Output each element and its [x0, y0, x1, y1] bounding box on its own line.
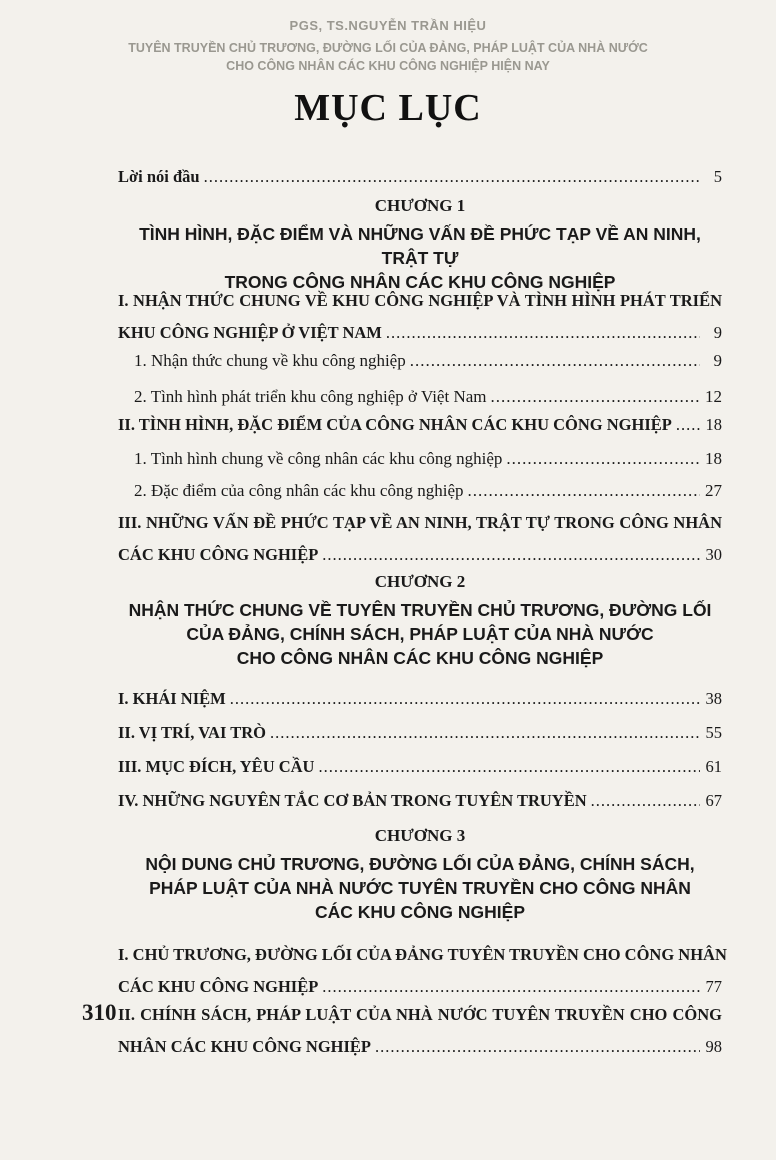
header-author: PGS, TS.NGUYỄN TRẦN HIỆU: [289, 18, 487, 33]
leader-dots: [322, 976, 700, 998]
leader-dots: [230, 688, 700, 710]
entry-label: 2. Tình hình phát triển khu công nghiệp ở Việt Nam: [134, 387, 487, 406]
toc-entry-ch1-sub1[interactable]: [118, 350, 722, 372]
leader-dots: [468, 480, 701, 502]
chapter-title-line2: TRONG CÔNG NHÂN CÁC KHU CÔNG NGHIỆP: [224, 272, 616, 292]
entry-label-line1: III. NHỮNG VẤN ĐỀ PHỨC TẠP VỀ AN NINH, TRẬT TỰ TRONG CÔNG NHÂN: [118, 513, 722, 532]
toc-entry-ch1-sec1[interactable]: [118, 290, 722, 344]
entry-label: IV. NHỮNG NGUYÊN TẮC CƠ BẢN TRONG TUYÊN TRUYỀN: [118, 791, 587, 810]
header-book-title: [0, 39, 776, 75]
entry-page: 30: [705, 545, 722, 564]
chapter-2-heading: [118, 572, 722, 670]
toc-entry-ch1-sub3[interactable]: [118, 448, 722, 470]
entry-page: 55: [705, 723, 722, 742]
entry-label: 1. Tình hình chung về công nhân các khu công nghiệp: [134, 449, 503, 468]
entry-page: 77: [705, 977, 722, 996]
running-header: [0, 18, 776, 75]
chapter-title-line2: CỦA ĐẢNG, CHÍNH SÁCH, PHÁP LUẬT CỦA NHÀ NƯỚC: [186, 624, 654, 644]
entry-page: 98: [705, 1037, 722, 1056]
entry-page: 9: [713, 323, 722, 342]
entry-page: 9: [713, 351, 722, 370]
entry-label-line2: KHU CÔNG NGHIỆP Ở VIỆT NAM: [118, 323, 382, 342]
chapter-title: [118, 598, 722, 670]
entry-label-line2: NHÂN CÁC KHU CÔNG NGHIỆP: [118, 1037, 372, 1056]
leader-dots: [375, 1036, 700, 1058]
toc-entry-intro[interactable]: [118, 166, 722, 188]
chapter-number: CHƯƠNG 3: [374, 826, 466, 845]
entry-page: 27: [705, 481, 722, 500]
chapter-title-line3: CHO CÔNG NHÂN CÁC KHU CÔNG NGHIỆP: [236, 648, 604, 668]
entry-page: 61: [705, 757, 722, 776]
chapter-1-heading: [118, 196, 722, 294]
leader-dots: [676, 414, 700, 436]
leader-dots: [270, 722, 700, 744]
entry-label-line1: II. CHÍNH SÁCH, PHÁP LUẬT CỦA NHÀ NƯỚC TUYÊN TRUYỀN CHO CÔNG: [118, 1005, 722, 1024]
chapter-title-line2: PHÁP LUẬT CỦA NHÀ NƯỚC TUYÊN TRUYỀN CHO CÔNG NHÂN: [149, 878, 691, 898]
leader-dots: [322, 544, 700, 566]
entry-label-line2: CÁC KHU CÔNG NGHIỆP: [118, 545, 319, 564]
entry-label-line2: CÁC KHU CÔNG NGHIỆP: [118, 977, 319, 996]
chapter-number: CHƯƠNG 2: [374, 572, 466, 591]
chapter-title-line1: TÌNH HÌNH, ĐẶC ĐIỂM VÀ NHỮNG VẤN ĐỀ PHỨC TẠP VỀ AN NINH, TRẬT TỰ: [139, 224, 701, 268]
entry-label: 2. Đặc điểm của công nhân các khu công nghiệp: [134, 481, 464, 500]
entry-label: III. MỤC ĐÍCH, YÊU CẦU: [118, 757, 315, 776]
chapter-title-line1: NHẬN THỨC CHUNG VỀ TUYÊN TRUYỀN CHỦ TRƯƠNG, ĐƯỜNG LỐI: [128, 600, 712, 620]
entry-page: 18: [705, 415, 722, 434]
toc-entry-ch1-sec3[interactable]: [118, 512, 722, 566]
entry-label: II. VỊ TRÍ, VAI TRÒ: [118, 723, 266, 742]
entry-page: 12: [705, 387, 722, 406]
toc-entry-ch1-sub4[interactable]: [118, 480, 722, 502]
entry-page: 67: [705, 791, 722, 810]
page-number: 310: [82, 1000, 117, 1025]
entry-label-line1: I. NHẬN THỨC CHUNG VỀ KHU CÔNG NGHIỆP VÀ TÌNH HÌNH PHÁT TRIỂN: [118, 291, 722, 310]
chapter-3-heading: [118, 826, 722, 924]
toc-entry-ch3-sec1[interactable]: [118, 944, 727, 998]
entry-label: 1. Nhận thức chung về khu công nghiệp: [134, 351, 406, 370]
chapter-title-line3: CÁC KHU CÔNG NGHIỆP: [314, 902, 525, 922]
toc-entry-ch1-sec2[interactable]: [118, 414, 722, 436]
toc-entry-ch2-sec4[interactable]: [118, 790, 722, 812]
chapter-title: [118, 852, 722, 924]
leader-dots: [591, 790, 700, 812]
toc-entry-ch3-sec2[interactable]: [118, 1004, 722, 1058]
toc-entry-ch2-sec1[interactable]: [118, 688, 722, 710]
entry-page: 38: [705, 689, 722, 708]
chapter-number: CHƯƠNG 1: [374, 196, 466, 215]
toc-entry-ch2-sec3[interactable]: [118, 756, 722, 778]
entry-label: I. KHÁI NIỆM: [118, 689, 226, 708]
leader-dots: [506, 448, 700, 470]
header-title-line1: TUYÊN TRUYỀN CHỦ TRƯƠNG, ĐƯỜNG LỐI CỦA ĐẢNG, PHÁP LUẬT CỦA NHÀ NƯỚC: [128, 41, 648, 55]
chapter-title-line1: NỘI DUNG CHỦ TRƯƠNG, ĐƯỜNG LỐI CỦA ĐẢNG, CHÍNH SÁCH,: [145, 854, 695, 874]
chapter-title: [118, 222, 722, 294]
entry-label-line1: I. CHỦ TRƯƠNG, ĐƯỜNG LỐI CỦA ĐẢNG TUYÊN TRUYỀN CHO CÔNG NHÂN: [118, 945, 727, 964]
toc-entry-ch2-sec2[interactable]: [118, 722, 722, 744]
toc-entry-ch1-sub2[interactable]: [118, 386, 722, 408]
entry-page: 5: [713, 167, 722, 186]
leader-dots: [204, 166, 700, 188]
leader-dots: [490, 386, 700, 408]
leader-dots: [318, 756, 700, 778]
leader-dots: [386, 322, 700, 344]
entry-label: II. TÌNH HÌNH, ĐẶC ĐIỂM CỦA CÔNG NHÂN CÁC KHU CÔNG NGHIỆP: [118, 415, 672, 434]
header-title-line2: CHO CÔNG NHÂN CÁC KHU CÔNG NGHIỆP HIỆN NAY: [226, 59, 550, 73]
toc-title: MỤC LỤC: [294, 87, 482, 129]
leader-dots: [410, 350, 700, 372]
entry-label: Lời nói đầu: [118, 167, 200, 186]
entry-page: 18: [705, 449, 722, 468]
